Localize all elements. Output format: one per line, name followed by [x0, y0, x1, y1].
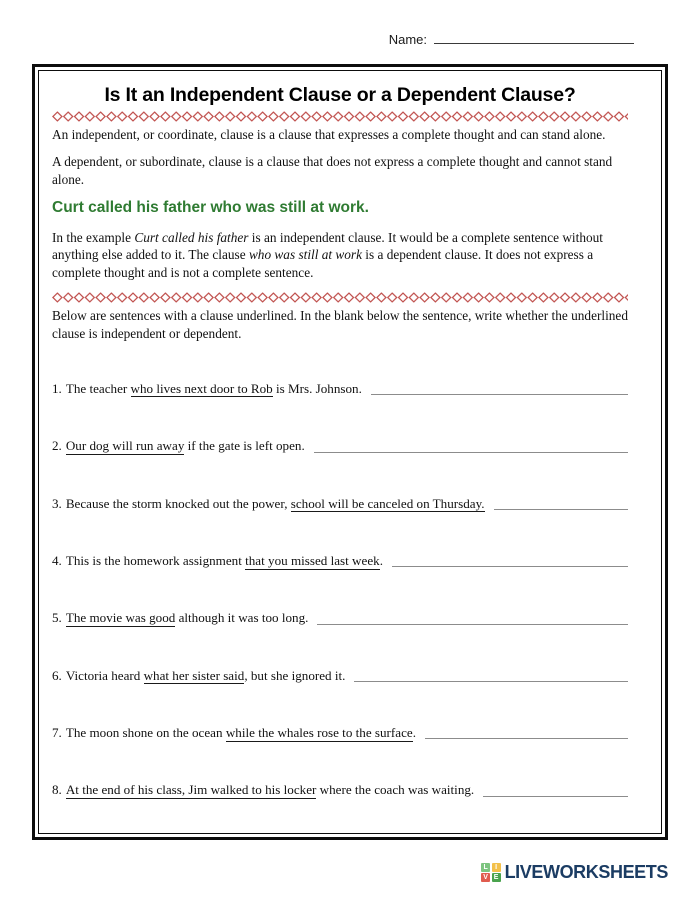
answer-blank[interactable]	[314, 441, 628, 453]
question-row	[52, 782, 628, 798]
question-number: 5.	[52, 610, 62, 626]
name-input-blank[interactable]	[434, 30, 634, 44]
worksheet-content	[52, 72, 628, 799]
question-sentence	[66, 610, 309, 626]
page-title: Is It an Independent Clause or a Dependent Clause?	[104, 84, 576, 106]
explanation-italic-dependent: who was still at work	[248, 247, 362, 263]
underlined-clause: that you missed last week	[245, 553, 380, 568]
sentence-before-clause: The teacher	[65, 380, 131, 396]
question-number: 7.	[52, 725, 62, 741]
question-sentence	[66, 725, 416, 741]
explanation-text-2: is an independent clause. It would be a complete sentence without anything else added to it. The clause	[52, 229, 603, 263]
question-sentence	[66, 438, 305, 454]
underlined-clause: while the whales rose to the surface	[225, 725, 413, 741]
underlined-clause: At the end of his class, Jim walked to his locker	[65, 782, 317, 798]
sentence-after-clause: , but she ignored it.	[244, 667, 346, 683]
answer-blank[interactable]	[354, 670, 628, 682]
sentence-after-clause: although it was too long.	[175, 610, 309, 626]
sentence-after-clause: .	[412, 725, 416, 741]
underlined-clause: Our dog will run away	[65, 438, 185, 454]
sentence-before-clause: The moon shone on the ocean	[65, 725, 226, 741]
underlined-clause: who lives next door to Rob	[130, 380, 273, 396]
intro-dependent-paragraph: A dependent, or subordinate, clause is a clause that does not express a complete thought and cannot stand alone.	[52, 153, 613, 187]
question-list	[52, 381, 628, 799]
logo-tile-v: V	[481, 873, 490, 882]
sentence-after-clause: where the coach was waiting.	[316, 782, 475, 798]
answer-blank[interactable]	[425, 727, 628, 739]
question-row	[52, 668, 628, 684]
question-sentence	[66, 496, 485, 512]
question-number: 2.	[52, 438, 62, 454]
sentence-after-clause: .	[379, 553, 383, 568]
question-number: 8.	[52, 782, 62, 798]
sentence-before-clause: This is the homework assignment	[65, 553, 246, 568]
question-row	[52, 610, 628, 626]
answer-blank[interactable]	[494, 498, 628, 510]
sentence-before-clause: Because the storm knocked out the power,	[65, 495, 291, 511]
name-row	[0, 30, 700, 47]
question-number: 4.	[52, 553, 62, 568]
underlined-clause: what her sister said	[143, 667, 245, 683]
logo-tile-e: E	[492, 873, 501, 882]
answer-blank[interactable]	[317, 613, 628, 625]
question-row	[52, 496, 628, 512]
logo-tile-l: L	[481, 863, 490, 872]
underlined-clause: school will be canceled on Thursday.	[290, 495, 485, 511]
question-row	[52, 725, 628, 741]
diamond-divider-bottom	[52, 292, 628, 303]
question-sentence	[66, 553, 383, 569]
explanation-italic-independent: Curt called his father	[134, 229, 249, 245]
explanation-text-3: is a dependent clause. It does not express a complete thought and is not a complete sentence.	[52, 247, 594, 280]
name-label: Name:	[388, 32, 427, 47]
example-sentence: Curt called his father who was still at work.	[52, 199, 369, 217]
sentence-after-clause: if the gate is left open.	[184, 438, 305, 454]
sentence-after-clause: is Mrs. Johnson.	[272, 380, 362, 396]
question-row	[52, 553, 628, 569]
liveworksheets-logo-icon	[481, 863, 501, 883]
question-sentence	[66, 782, 474, 798]
intro-independent-paragraph: An independent, or coordinate, clause is a clause that expresses a complete thought and can stand alone.	[52, 127, 606, 143]
diamond-divider-top	[52, 111, 628, 122]
explanation-text-1: In the example	[52, 229, 135, 245]
question-row	[52, 381, 628, 397]
answer-blank[interactable]	[483, 785, 628, 797]
liveworksheets-logo	[0, 862, 700, 883]
instructions-paragraph: Below are sentences with a clause underlined. In the blank below the sentence, write whether the underlined clause is independent or dependent.	[52, 308, 628, 342]
answer-blank[interactable]	[392, 555, 628, 567]
question-number: 6.	[52, 667, 62, 683]
sentence-before-clause: Victoria heard	[65, 667, 144, 683]
underlined-clause: The movie was good	[65, 610, 176, 626]
question-number: 3.	[52, 495, 62, 511]
liveworksheets-wordmark: LIVEWORKSHEETS	[504, 862, 668, 882]
question-row	[52, 438, 628, 454]
logo-tile-i: I	[492, 863, 501, 872]
explanation-paragraph	[52, 229, 628, 282]
question-number: 1.	[52, 380, 62, 396]
question-sentence	[66, 381, 362, 397]
answer-blank[interactable]	[371, 383, 628, 395]
question-sentence	[66, 668, 346, 684]
